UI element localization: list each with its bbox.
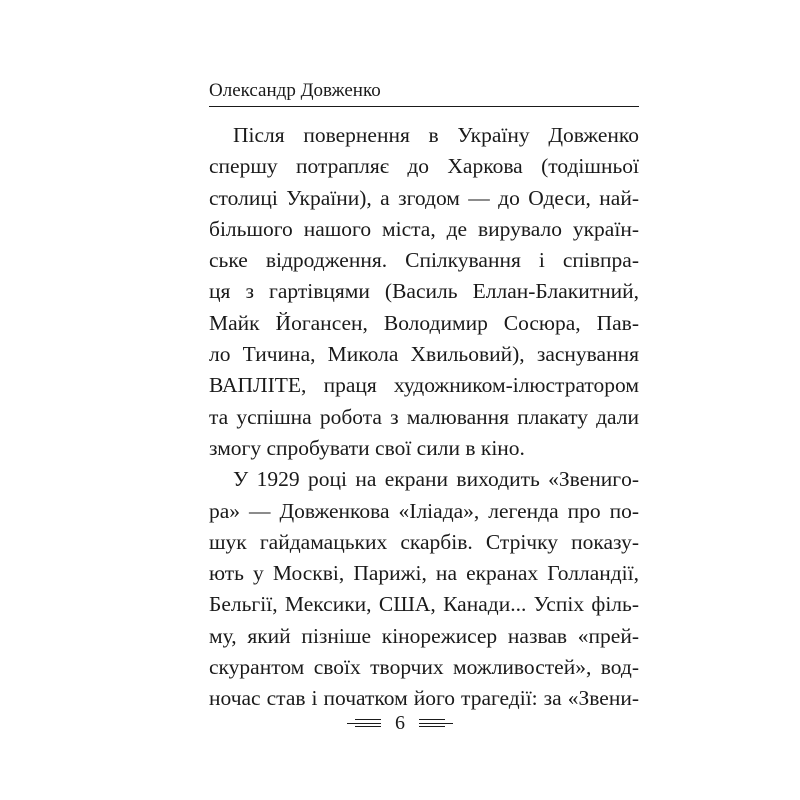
- running-title: Олександр Довженко: [209, 80, 381, 101]
- left-rule-ornament-icon: [347, 718, 381, 728]
- text-line: спершу потрапляє до Харкова (тодішньої: [209, 154, 639, 179]
- page-number: 6: [395, 712, 405, 734]
- text-line: ське відродження. Спілкування і співпра-: [209, 248, 639, 273]
- text-line: більшого нашого міста, де вирувало україн-: [209, 216, 639, 241]
- folio: [0, 708, 800, 738]
- text-line: ночас став і початком його трагедії: за «Звени-: [209, 686, 639, 711]
- text-line: ВАПЛІТЕ, праця художником-ілюстратором: [209, 373, 639, 398]
- body-text: [209, 120, 639, 715]
- text-line: змогу спробувати свої сили в кіно.: [209, 435, 525, 460]
- text-line: У 1929 році на екрани виходить «Звенигo-: [233, 467, 639, 492]
- text-line: шук гайдамацьких скарбів. Стрічку показу-: [209, 529, 639, 554]
- text-line: столиці України), а згодом — до Одеси, най-: [209, 185, 639, 210]
- right-rule-ornament-icon: [419, 718, 453, 728]
- text-line: ють у Москві, Парижі, на екранах Голландії,: [209, 561, 639, 586]
- text-line: ра» — Довженкова «Іліада», легенда про по-: [209, 498, 639, 523]
- text-line: Майк Йогансен, Володимир Сосюра, Пав-: [209, 310, 639, 335]
- text-line: му, який пізніше кінорежисер назвав «прей-: [209, 623, 639, 648]
- text-line: скурантом своїх творчих можливостей», вод-: [209, 655, 639, 680]
- text-line: ця з гартівцями (Василь Еллан-Блакитний,: [209, 279, 639, 304]
- text-line: Після повернення в Україну Довженко: [233, 123, 639, 147]
- text-line: ло Тичина, Микола Хвильовий), заснування: [209, 342, 639, 367]
- text-line: Бельгії, Мексики, США, Канади... Успіх філь-: [209, 592, 639, 617]
- text-line: та успішна робота з малювання плакату дали: [209, 404, 639, 429]
- running-header: [209, 80, 639, 107]
